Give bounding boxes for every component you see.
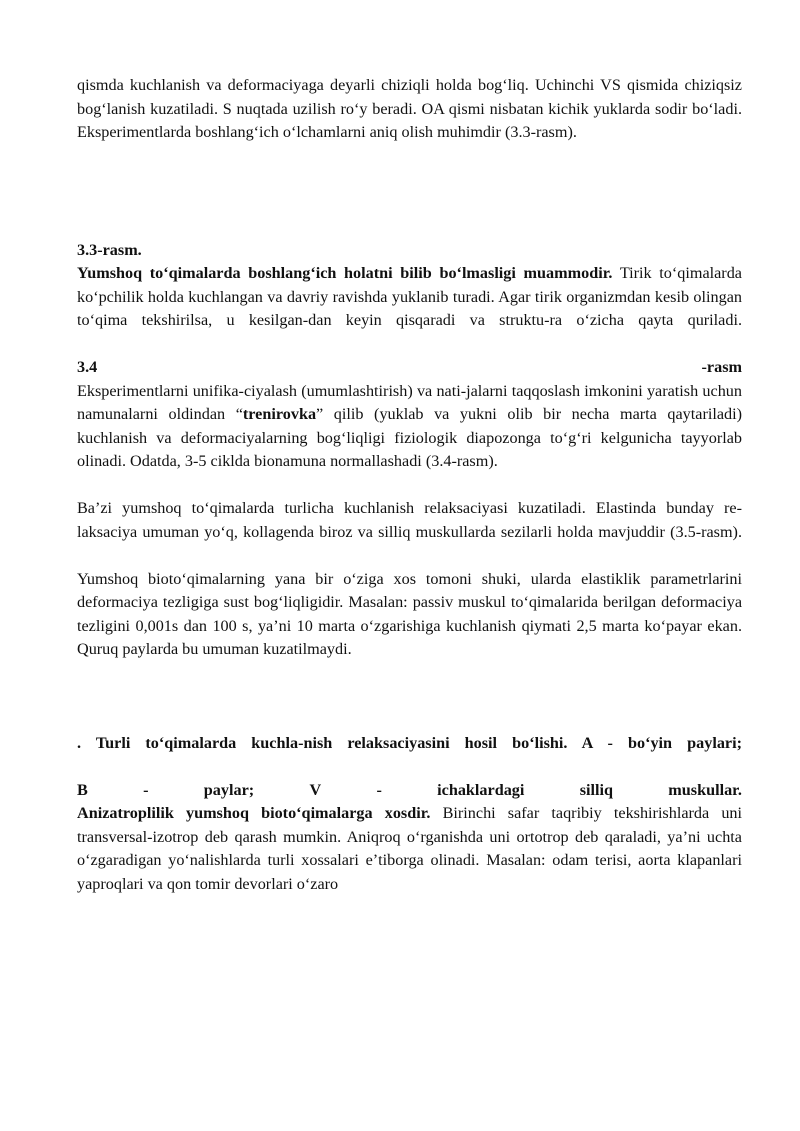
paragraph-relaxation: Baʼzi yumshoq toʻqimalarda turlicha kuchlanish relaksaciyasi kuzatiladi. Elastinda bunday re-laksaciya umuman yoʻq, kollagenda biroz va silliq muskullarda sezilarli holda mavjuddir (3.5-rasm). [77, 499, 742, 541]
caption-figure-3-4-number: 3.4 [77, 358, 98, 376]
caption-figure-3-4-suffix: -rasm [701, 358, 742, 376]
figure-3-5-placeholder [77, 662, 742, 732]
training-term: trenirovka [242, 405, 317, 423]
paragraph-initial-state-bold: Yumshoq toʻqimalarda boshlangʻich holatni bilib boʻlmasligi muammodir. [77, 264, 613, 282]
paragraph-initial-state [77, 262, 742, 333]
figure-3-3-placeholder [77, 145, 742, 239]
caption-figure-3-4 [77, 356, 742, 380]
paragraph-stress-strain: qismda kuchlanish va deformaciyaga deyarli chiziqli holda bogʻliq. Uchinchi VS qismida chiziqsiz bogʻlanish kuzatiladi. S nuqtada uzilish roʻy beradi. OA qismi nisbatan kichik yuklarda sodir boʻladi. Eksperimentlarda boshlangʻich oʻlchamlarni aniq olish muhimdir (3.3-rasm). [77, 76, 742, 141]
paragraph-elasticity: Yumshoq biotoʻqimalarning yana bir oʻziga xos tomoni shuki, ularda elastiklik parametrlarini deformaciya tezligiga sust bogʻliqligidir. Masalan: passiv muskul toʻqimalarida berilgan deformaciya tezligini 0,001s dan 100 s, yaʼni 10 marta oʻzgarishiga kuchlanish qiymati 2,5 marta koʻpayar ekan. Quruq paylarda bu umuman kuzatilmaydi. [77, 569, 742, 658]
paragraph-anisotropy-bold: Anizatroplilik yumshoq biotoʻqimalarga xosdir. [77, 804, 431, 822]
caption-figure-3-5: . Turli toʻqimalarda kuchla-nish relaksaciyasini hosil boʻlishi. A - boʻyin paylari; [77, 733, 742, 752]
paragraph-initial-state-text: Tirik toʻqimalarda koʻpchilik holda kuchlangan va davriy ravishda yuklanib turadi. Agar tirik organizmdan kesib olingan toʻqima tekshirilsa, u kesilgan-dan keyin qisqaradi va struktu-ra oʻzicha qayta quriladi. [77, 264, 742, 329]
caption-figure-3-5-continued: B - paylar; V - ichaklardagi silliq muskullar. [77, 780, 742, 799]
caption-figure-3-3: 3.3-rasm. [77, 240, 142, 259]
document-page [77, 74, 742, 896]
paragraph-anisotropy: Anizatroplilik yumshoq biotoʻqimalarga xosdir. Birinchi safar taqribiy tekshirishlarda uni transversal-izotrop deb qarash mumkin. Aniqroq oʻrganishda uni ortotrop deb qaraladi, yaʼni uchta oʻzgaradigan yoʻnalishlarda turli xossalari eʼtiborga olinadi. Masalan: odam terisi, aorta klapanlari yaproqlari va qon tomir devorlari oʻzaro [77, 804, 743, 893]
paragraph-training: Eksperimentlarni unifika-ciyalash (umumlashtirish) va nati-jalarni taqqoslash imkonini yaratish uchun namunalarni oldindan “trenirovka” qilib (yuklab va yukni olib bir necha marta qaytariladi) kuchlanish va deformaciyalarning bogʻliqligi fiziologik diapozonga toʻgʻri kelgunicha tayyorlab olinadi. Odatda, 3-5 ciklda bionamuna normallashadi (3.4-rasm). [77, 381, 742, 470]
